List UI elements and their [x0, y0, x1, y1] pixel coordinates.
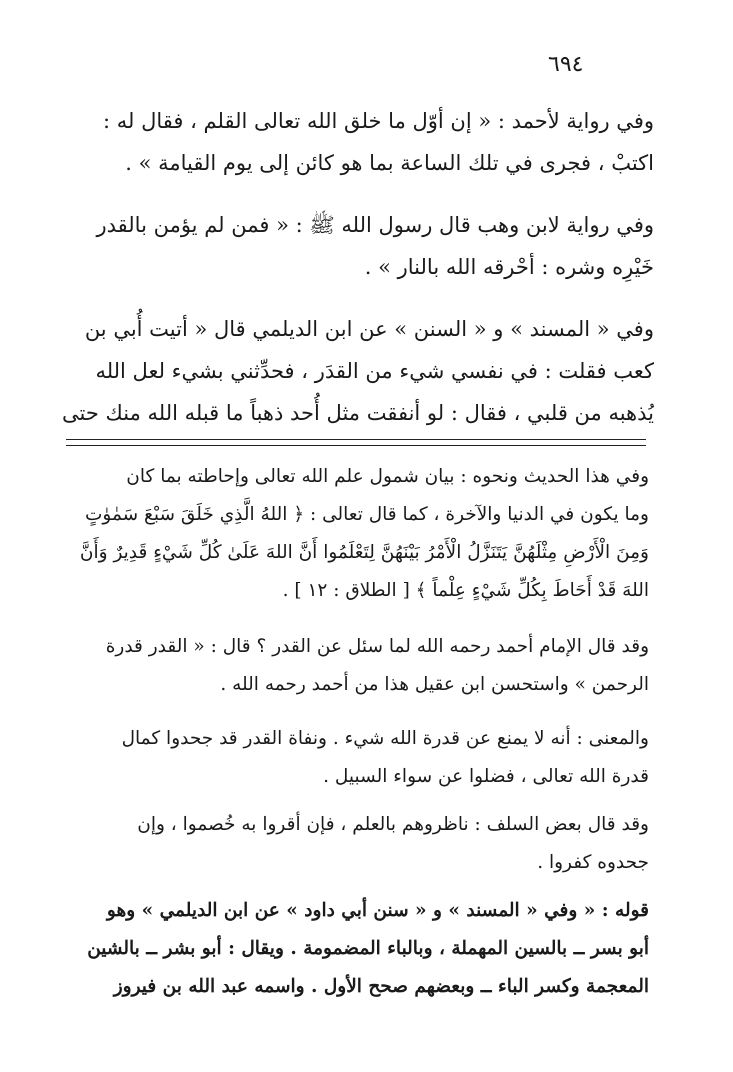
text-line: وفي هذا الحديث ونحوه : بيان شمول علم الله تعالى وإحاطته بما كان [126, 466, 649, 487]
text-line: وقد قال بعض السلف : ناظروهم بالعلم ، فإن أقروا به خُصموا ، وإن [137, 814, 649, 835]
commentary-paragraph [44, 458, 649, 610]
commentary-paragraph [44, 720, 649, 796]
text-line: وفي رواية لأحمد : « إن أوّل ما خلق الله تعالى القلم ، فقال له : [103, 109, 654, 133]
commentary-paragraph [44, 628, 649, 704]
text-line: وما يكون في الدنيا والآخرة ، كما قال تعالى : ﴿ اللهُ الَّذِي خَلَقَ سَبْعَ سَمٰوٰتٍ [84, 504, 649, 525]
commentary-paragraph [44, 892, 649, 1006]
section-divider [66, 439, 646, 440]
main-paragraph [42, 100, 654, 184]
text-line: خَيْرِه وشره : أحْرقه الله بالنار » . [364, 255, 654, 279]
main-paragraph [42, 204, 654, 288]
text-line: جحدوه كفروا . [537, 852, 649, 873]
text-line: وقد قال الإمام أحمد رحمه الله لما سئل عن القدر ؟ قال : « القدر قدرة [105, 636, 649, 657]
text-line: الرحمن » واستحسن ابن عقيل هذا من أحمد رحمه الله . [220, 674, 649, 695]
text-line: وفي رواية لابن وهب قال رسول الله ﷺ : « فمن لم يؤمن بالقدر [96, 213, 654, 237]
page-number: ٦٩٤ [548, 52, 584, 77]
text-line: قدرة الله تعالى ، فضلوا عن سواء السبيل . [323, 766, 649, 787]
main-paragraph [42, 308, 654, 434]
text-line: والمعنى : أنه لا يمنع عن قدرة الله شيء . ونفاة القدر قد جحدوا كمال [121, 728, 649, 749]
text-line: وفي « المسند » و « السنن » عن ابن الديلمي قال « أتيت أُبي بن [84, 317, 654, 341]
text-line: كعب فقلت : في نفسي شيء من القدَر ، فحدِّثني بشيء لعل الله [95, 359, 654, 383]
text-line: اللهَ قَدْ أَحَاطَ بِكُلِّ شَيْءٍ عِلْماً ﴾ [ الطلاق : ١٢ ] . [282, 580, 649, 601]
text-line: وَمِنَ الْأَرْضِ مِثْلَهُنَّ يَتَنَزَّلُ الْأَمْرُ بَيْنَهُنَّ لِتَعْلَمُوا أَنَّ اللهَ عَلَىٰ كُلِّ شَيْءٍ قَدِيرٌ وَأَنَّ [79, 542, 649, 563]
commentary-paragraph [44, 806, 649, 882]
text-line: يُذهبه من قلبي ، فقال : لو أنفقت مثل أُحد ذهباً ما قبله الله منك حتى [62, 401, 654, 425]
text-line: قوله : « وفي « المسند » و « سنن أبي داود » عن ابن الديلمي » وهو [106, 900, 649, 921]
text-line: المعجمة وكسر الباء ــ وبعضهم صحح الأول . واسمه عبد الله بن فيروز [113, 976, 649, 997]
text-line: أبو بسر ــ بالسين المهملة ، وبالباء المضمومة . ويقال : أبو بشر ــ بالشين [87, 938, 649, 959]
text-line: اكتبْ ، فجرى في تلك الساعة بما هو كائن إلى يوم القيامة » . [125, 151, 654, 175]
section-divider [66, 445, 646, 446]
